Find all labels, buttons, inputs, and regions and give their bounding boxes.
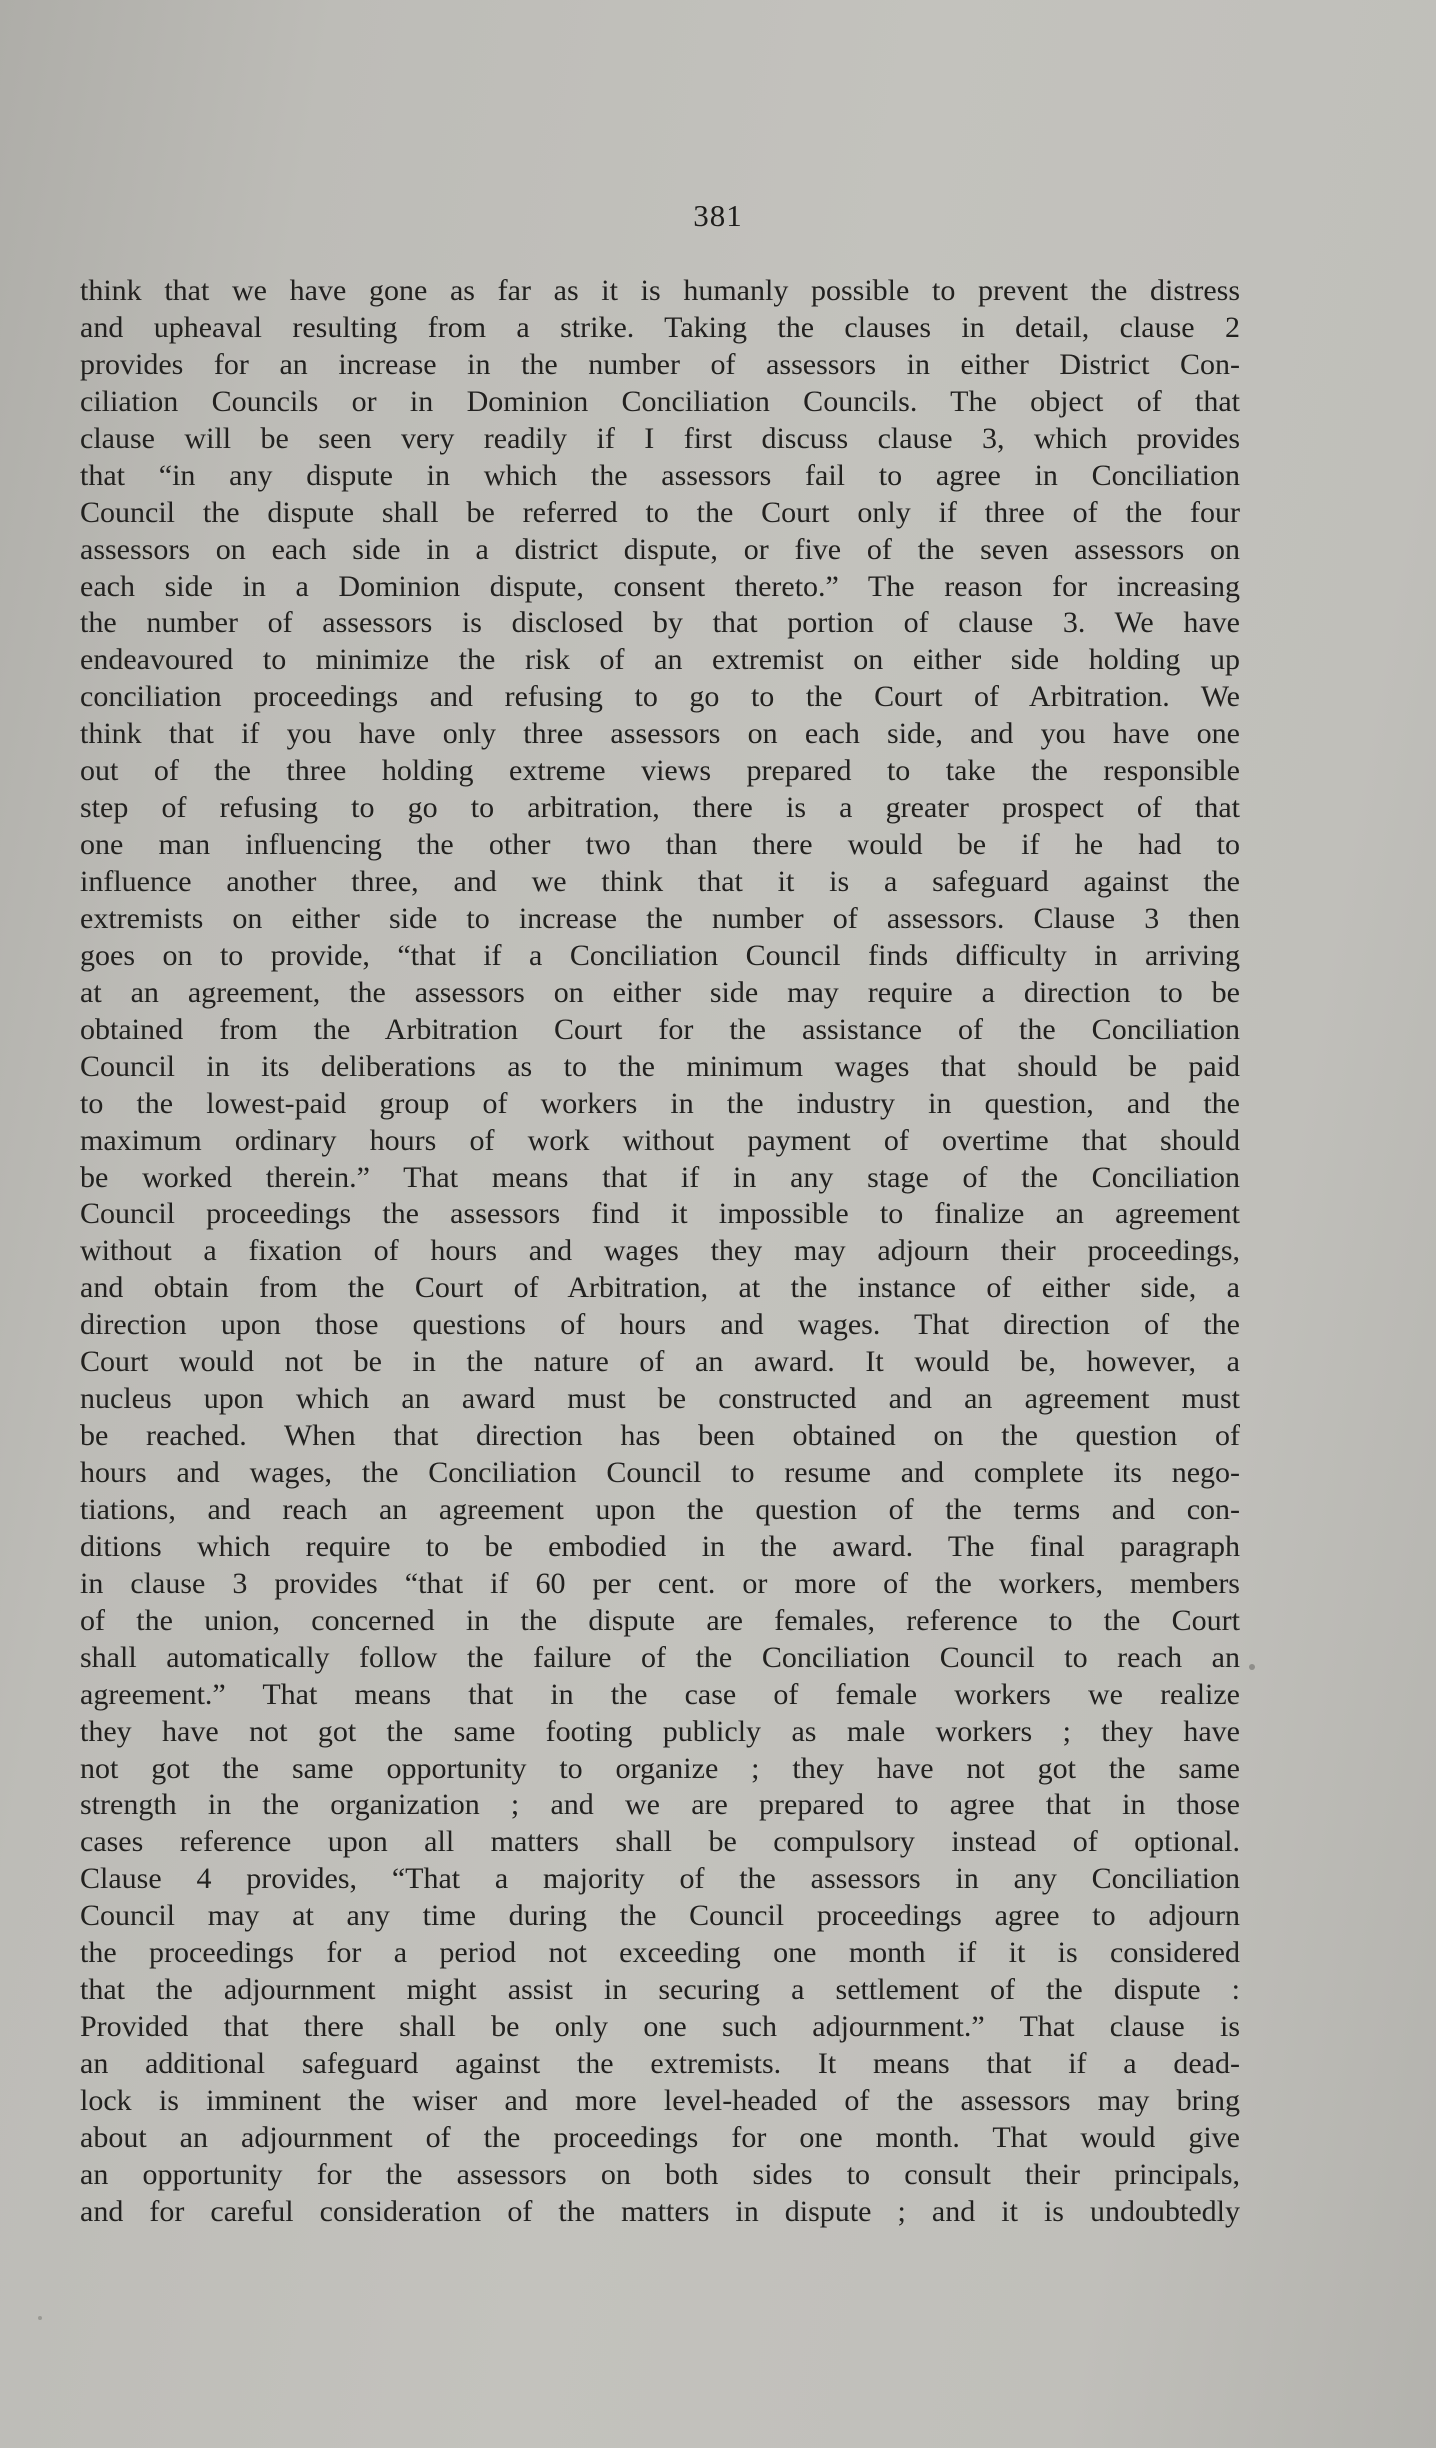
- text-line: an additional safeguard against the extremists. It means that if a dead-: [80, 2047, 1240, 2080]
- text-line: tiations, and reach an agreement upon the question of the terms and con-: [80, 1492, 1240, 1526]
- text-line: hours and wages, the Conciliation Council to resume and complete its nego-: [80, 1456, 1240, 1489]
- text-line: Council the dispute shall be referred to the Court only if three of the four: [80, 495, 1240, 529]
- text-line: provides for an increase in the number of assessors in either District Con-: [80, 347, 1240, 381]
- text-line: Council may at any time during the Council proceedings agree to adjourn: [80, 1899, 1240, 1933]
- text-line: without a fixation of hours and wages they may adjourn their proceedings,: [80, 1234, 1240, 1268]
- text-line: goes on to provide, “that if a Conciliation Council finds difficulty in arriving: [80, 938, 1240, 972]
- text-line: extremists on either side to increase the number of assessors. Clause 3 then: [80, 901, 1240, 935]
- text-line: about an adjournment of the proceedings for one month. That would give: [80, 2120, 1240, 2154]
- text-line: out of the three holding extreme views prepared to take the responsible: [80, 754, 1240, 788]
- text-line: lock is imminent the wiser and more level-headed of the assessors may bring: [80, 2083, 1240, 2117]
- text-line: shall automatically follow the failure of the Conciliation Council to reach an: [80, 1640, 1240, 1674]
- text-line: one man influencing the other two than there would be if he had to: [80, 828, 1240, 862]
- text-line: an opportunity for the assessors on both sides to consult their principals,: [80, 2157, 1240, 2191]
- text-line: at an agreement, the assessors on either side may require a direction to be: [80, 975, 1240, 1009]
- text-line: Council in its deliberations as to the minimum wages that should be paid: [80, 1049, 1240, 1083]
- text-line: direction upon those questions of hours and wages. That direction of the: [80, 1308, 1240, 1342]
- text-line: maximum ordinary hours of work without payment of overtime that should: [80, 1123, 1240, 1157]
- text-line: conciliation proceedings and refusing to go to the Court of Arbitration. We: [80, 680, 1240, 714]
- text-line: cases reference upon all matters shall be compulsory instead of optional.: [80, 1825, 1240, 1859]
- text-line: to the lowest-paid group of workers in the industry in question, and the: [80, 1086, 1240, 1120]
- text-line: assessors on each side in a district dispute, or five of the seven assessors on: [80, 532, 1240, 566]
- text-line: Council proceedings the assessors find it impossible to finalize an agreement: [80, 1197, 1240, 1231]
- text-line: each side in a Dominion dispute, consent thereto.” The reason for increasing: [80, 569, 1240, 603]
- text-line: that “in any dispute in which the assessors fail to agree in Conciliation: [80, 458, 1240, 492]
- body-text: [80, 273, 1240, 2231]
- text-line: Clause 4 provides, “That a majority of the assessors in any Conciliation: [80, 1862, 1240, 1896]
- text-line: step of refusing to go to arbitration, there is a greater prospect of that: [80, 791, 1240, 825]
- text-line: obtained from the Arbitration Court for the assistance of the Conciliation: [80, 1012, 1240, 1046]
- text-line: be reached. When that direction has been obtained on the question of: [80, 1419, 1240, 1453]
- text-line: not got the same opportunity to organize ; they have not got the same: [80, 1751, 1240, 1785]
- text-line: clause will be seen very readily if I first discuss clause 3, which provides: [80, 421, 1240, 455]
- text-line: nucleus upon which an award must be constructed and an agreement must: [80, 1382, 1240, 1416]
- text-line: the proceedings for a period not exceeding one month if it is considered: [80, 1936, 1240, 1970]
- text-line: they have not got the same footing publicly as male workers ; they have: [80, 1714, 1240, 1748]
- page-number: 381: [693, 198, 743, 233]
- text-line: and obtain from the Court of Arbitration, at the instance of either side, a: [80, 1271, 1240, 1305]
- text-line: strength in the organization ; and we are prepared to agree that in those: [80, 1788, 1240, 1822]
- text-line: think that we have gone as far as it is humanly possible to prevent the distress: [80, 274, 1240, 307]
- text-line: ciliation Councils or in Dominion Conciliation Councils. The object of that: [80, 384, 1240, 418]
- text-line: be worked therein.” That means that if in any stage of the Conciliation: [80, 1160, 1240, 1194]
- text-line: Provided that there shall be only one such adjournment.” That clause is: [80, 2010, 1240, 2044]
- text-line: Court would not be in the nature of an award. It would be, however, a: [80, 1345, 1240, 1379]
- text-line: agreement.” That means that in the case of female workers we realize: [80, 1677, 1240, 1711]
- text-line: ditions which require to be embodied in the award. The final paragraph: [80, 1529, 1240, 1563]
- text-line: and for careful consideration of the matters in dispute ; and it is undoubtedly: [80, 2194, 1240, 2228]
- text-line: of the union, concerned in the dispute are females, reference to the Court: [80, 1603, 1240, 1637]
- text-line: influence another three, and we think that it is a safeguard against the: [80, 865, 1240, 898]
- text-line: the number of assessors is disclosed by that portion of clause 3. We have: [80, 606, 1240, 640]
- text-line: think that if you have only three assessors on each side, and you have one: [80, 717, 1240, 751]
- text-line: in clause 3 provides “that if 60 per cent. or more of the workers, members: [80, 1566, 1240, 1600]
- text-line: endeavoured to minimize the risk of an extremist on either side holding up: [80, 643, 1240, 677]
- text-line: and upheaval resulting from a strike. Taking the clauses in detail, clause 2: [80, 310, 1240, 344]
- text-line: that the adjournment might assist in securing a settlement of the dispute :: [80, 1973, 1240, 2007]
